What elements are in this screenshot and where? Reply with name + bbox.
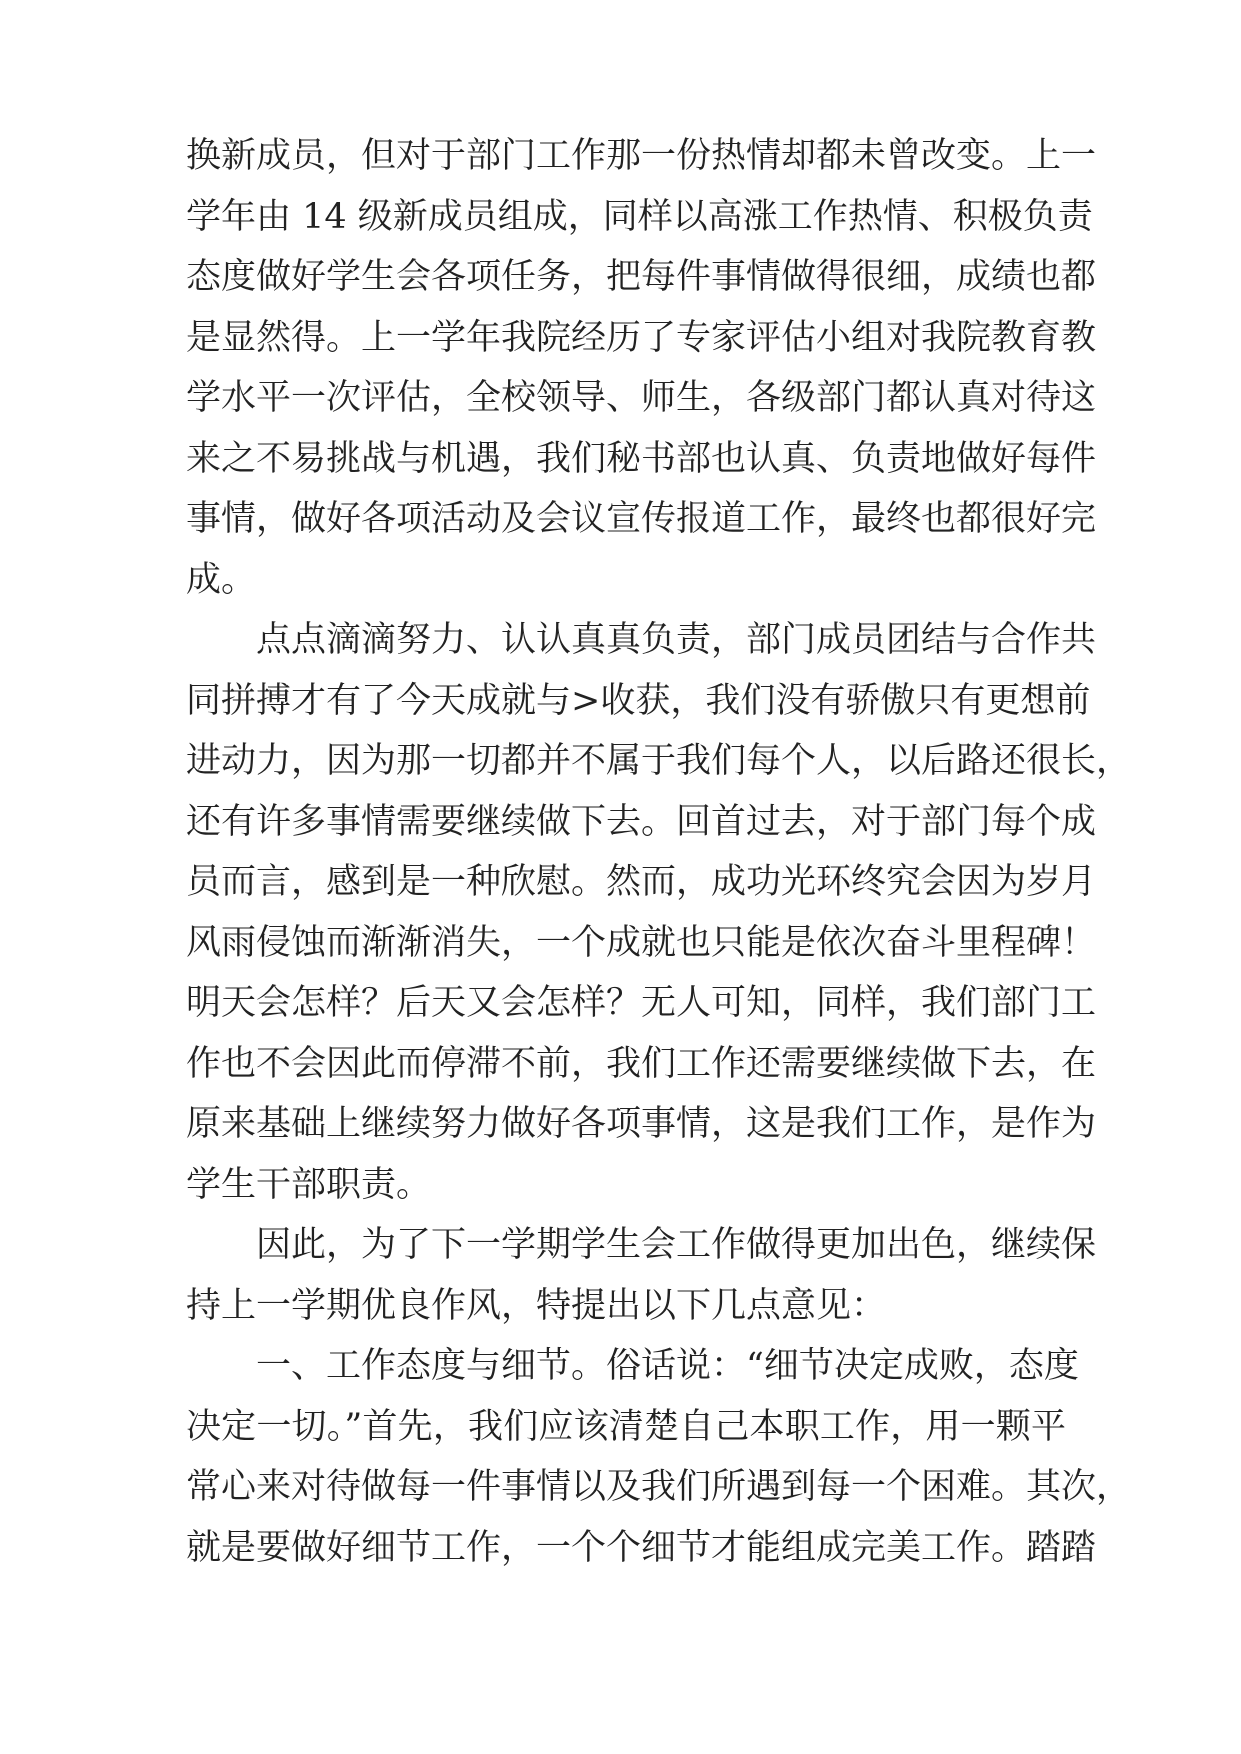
text-line: 风雨侵蚀而渐渐消失，一个成就也只能是依次奋斗里程碑！ [186,922,1097,963]
text-line: 还有许多事情需要继续做下去。回首过去，对于部门每个成 [186,801,1097,842]
text-line: 员而言，感到是一种欣慰。然而，成功光环终究会因为岁月 [186,862,1097,902]
paragraph-2 [186,610,1132,1215]
text-line: 学年由 14 级新成员组成，同样以高涨工作热情、积极负责 [186,196,1093,237]
text-line: 持上一学期优良作风，特提出以下几点意见： [186,1285,887,1326]
paragraph-1 [186,126,1097,610]
paragraph-3 [186,1215,1097,1336]
text-line: 进动力，因为那一切都并不属于我们每个人，以后路还很长， [186,741,1132,781]
text-line: 明天会怎样？后天又会怎样？无人可知，同样，我们部门工 [186,983,1097,1023]
body-text [186,126,1132,1578]
text-line: 决定一切。”首先，我们应该清楚自己本职工作，用一颗平 [186,1406,1066,1447]
text-line: 就是要做好细节工作，一个个细节才能组成完美工作。踏踏 [186,1527,1097,1568]
text-line: 原来基础上继续努力做好各项事情，这是我们工作，是作为 [186,1104,1097,1144]
paragraph-4 [186,1336,1132,1578]
text-line: 成。 [186,559,257,600]
text-line: 因此，为了下一学期学生会工作做得更加出色，继续保 [256,1225,1097,1265]
text-line: 学生干部职责。 [186,1164,432,1205]
text-line: 一、工作态度与细节。俗话说：“细节决定成败，态度 [256,1346,1079,1386]
text-line: 来之不易挑战与机遇，我们秘书部也认真、负责地做好每件 [186,438,1097,479]
text-line: 学水平一次评估，全校领导、师生，各级部门都认真对待这 [186,378,1097,418]
text-line: 同拼搏才有了今天成就与>收获，我们没有骄傲只有更想前 [186,680,1091,721]
text-line: 点点滴滴努力、认认真真负责，部门成员团结与合作共 [256,620,1097,660]
text-line: 态度做好学生会各项任务，把每件事情做得很细，成绩也都 [186,257,1097,297]
text-line: 是显然得。上一学年我院经历了专家评估小组对我院教育教 [186,317,1097,358]
text-line: 换新成员，但对于部门工作那一份热情却都未曾改变。上一 [186,136,1097,176]
text-line: 常心来对待做每一件事情以及我们所遇到每一个困难。其次， [186,1467,1132,1507]
text-line: 事情，做好各项活动及会议宣传报道工作，最终也都很好完 [186,499,1097,539]
text-line: 作也不会因此而停滞不前，我们工作还需要继续做下去，在 [186,1043,1097,1084]
